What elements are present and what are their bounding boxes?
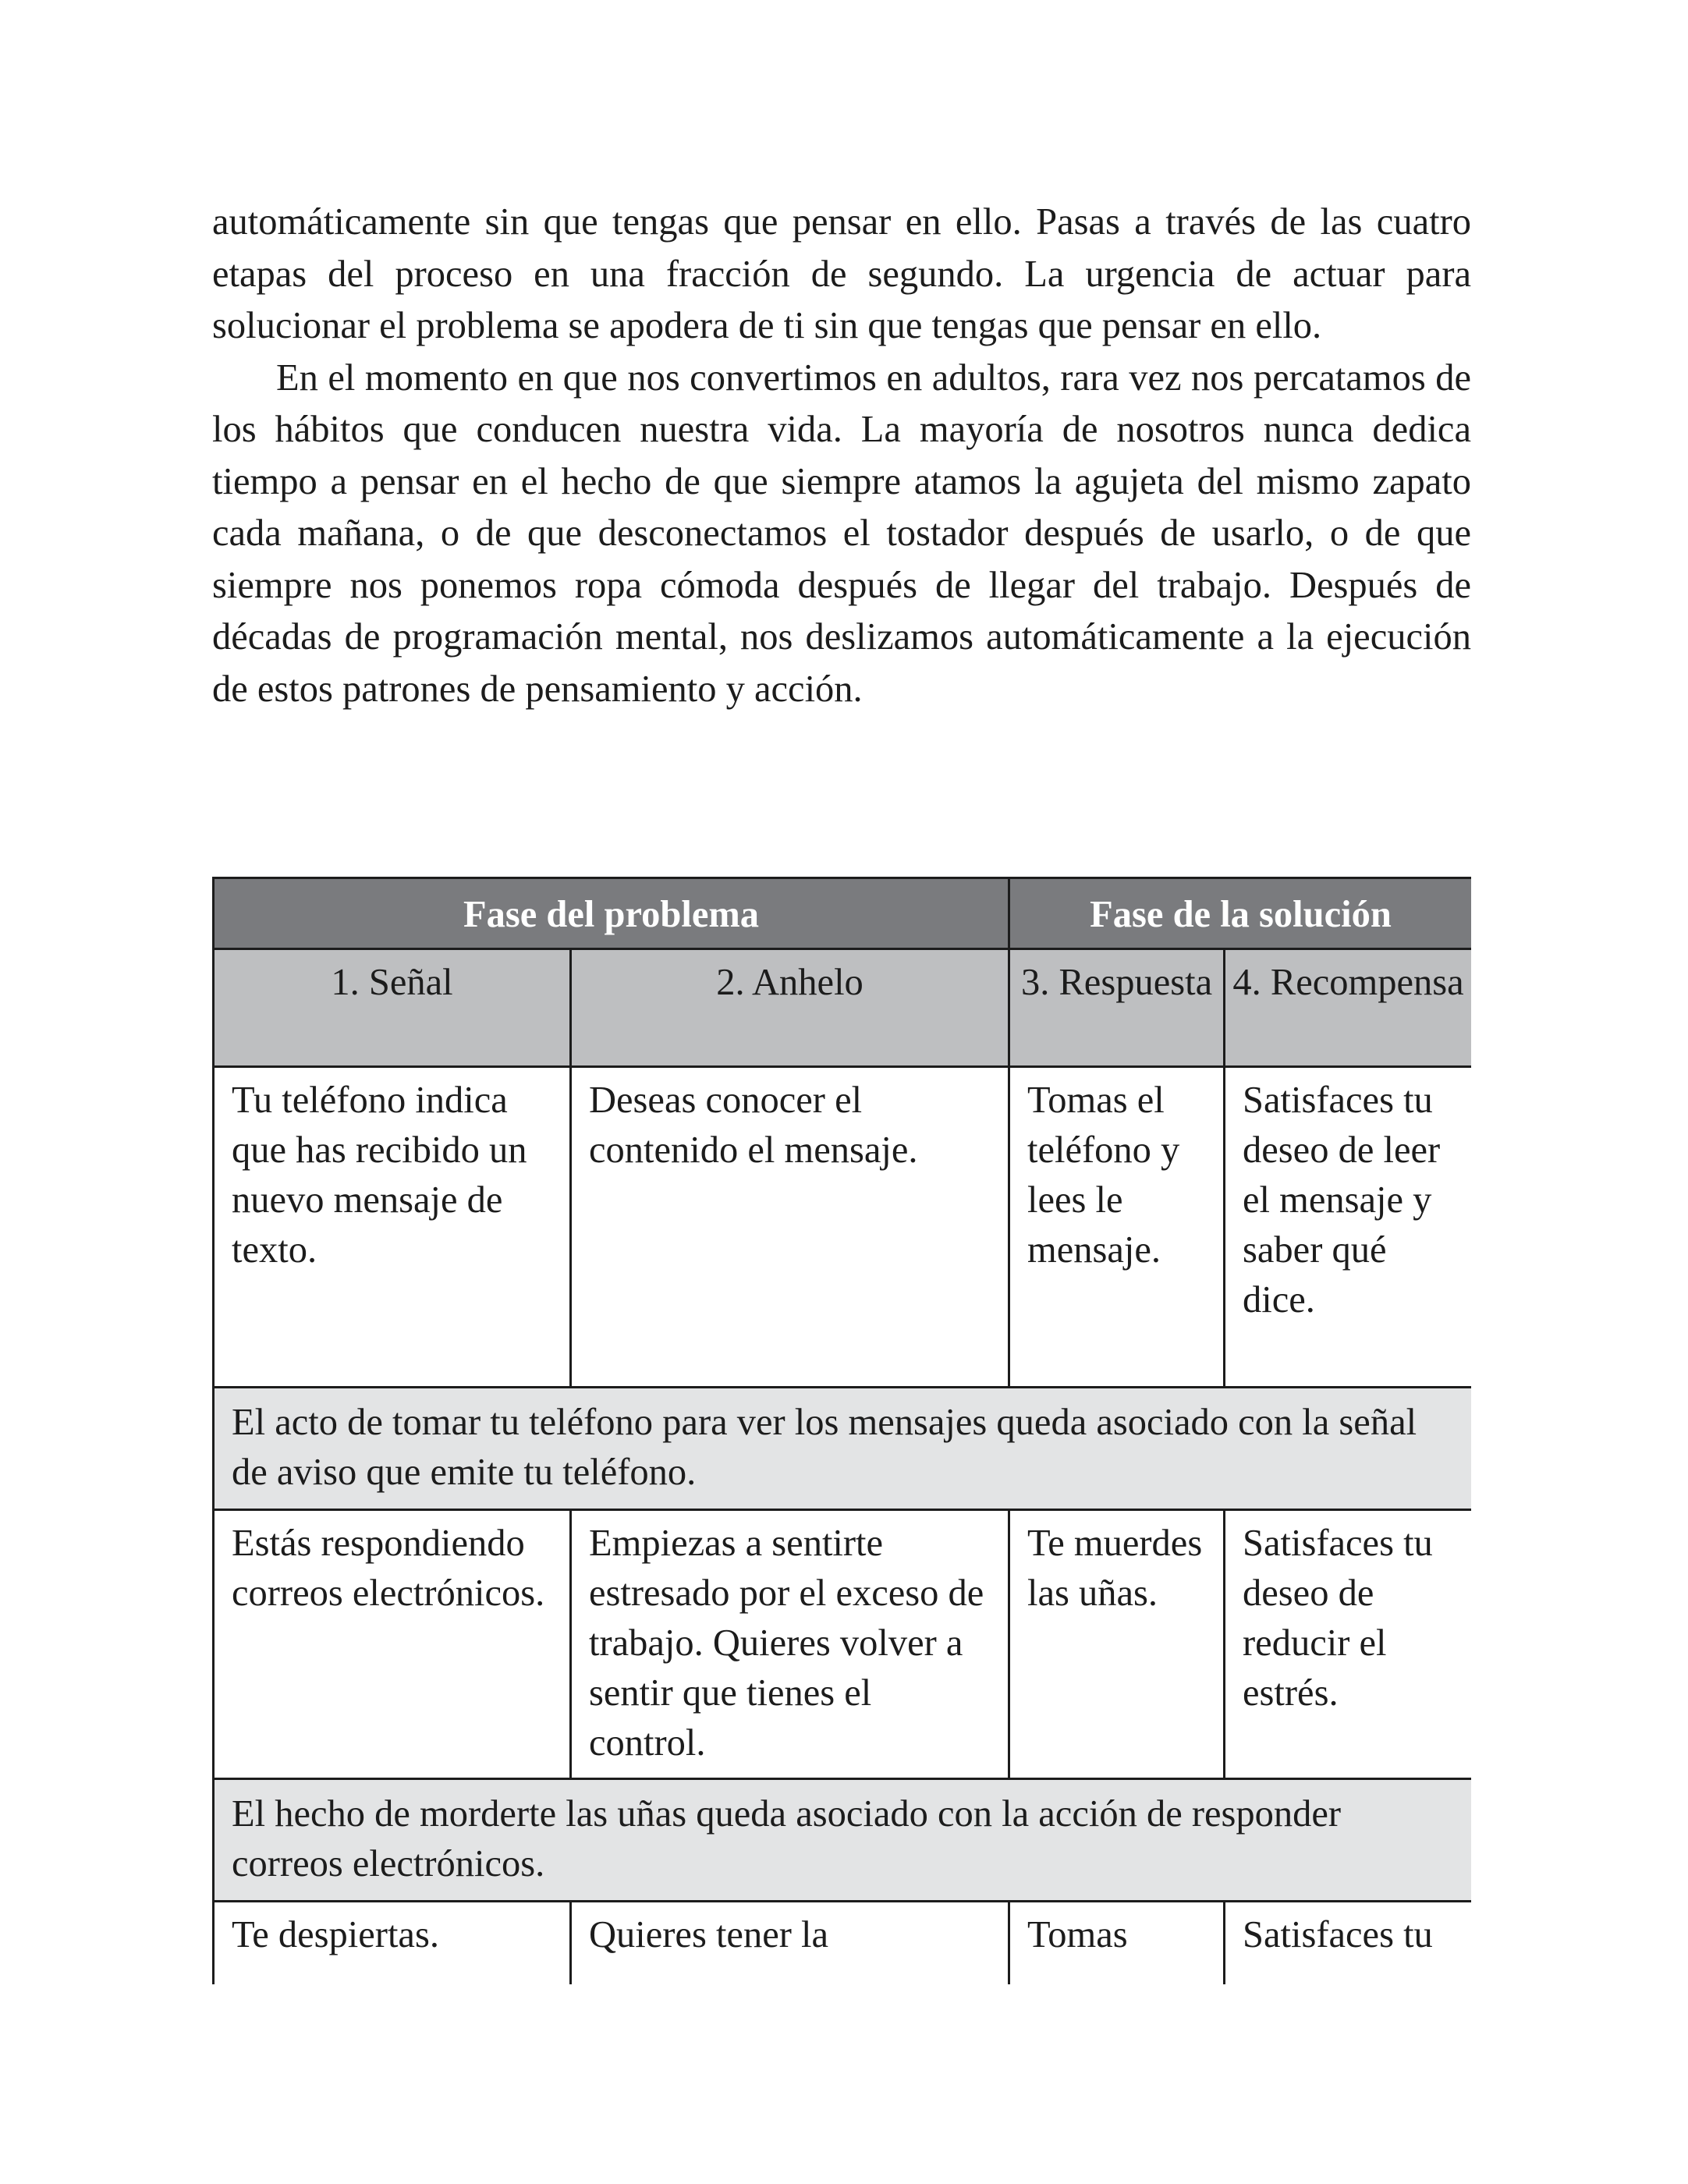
table-row (214, 1510, 1472, 1779)
step-header-craving: 2. Anhelo (571, 949, 1009, 1067)
table-cell: Satisfaces tu deseo de leer el mensaje y saber qué dice. (1225, 1067, 1471, 1388)
step-header-cue: 1. Señal (214, 949, 571, 1067)
table-cell: Tomas el teléfono y lees le mensaje. (1009, 1067, 1225, 1388)
table-cell: Satisfaces tu (1225, 1902, 1471, 1985)
habit-loop-table-wrapper (212, 877, 1471, 1984)
table-note-row (214, 1779, 1472, 1902)
step-header-response: 3. Respuesta (1009, 949, 1225, 1067)
habit-loop-table (212, 877, 1471, 1984)
table-row (214, 1902, 1472, 1985)
table-cell: Empiezas a sentirte estresado por el exceso de trabajo. Quieres volver a sentir que tienes el control. (571, 1510, 1009, 1779)
table-cell: Deseas conocer el contenido el mensaje. (571, 1067, 1009, 1388)
solution-phase-header: Fase de la solución (1009, 878, 1471, 949)
table-cell: Te despiertas. (214, 1902, 571, 1985)
body-text (212, 197, 1471, 715)
table-cell: Tomas (1009, 1902, 1225, 1985)
problem-phase-header: Fase del problema (214, 878, 1009, 949)
step-header-row (214, 949, 1472, 1067)
table-note: El acto de tomar tu teléfono para ver los mensajes queda asociado con la señal de aviso que emite tu teléfono. (214, 1388, 1472, 1510)
table-cell: Estás respondiendo correos electrónicos. (214, 1510, 571, 1779)
paragraph: automáticamente sin que tengas que pensar en ello. Pasas a través de las cuatro etapas del proceso en una fracción de segundo. La urgencia de actuar para solucionar el problema se apodera de ti sin que tengas que pensar en ello. (212, 201, 1471, 346)
step-header-reward: 4. Recompensa (1225, 949, 1471, 1067)
table-cell: Satisfaces tu deseo de reducir el estrés. (1225, 1510, 1471, 1779)
table-note: El hecho de morderte las uñas queda asociado con la acción de responder correos electrónicos. (214, 1779, 1472, 1902)
table-note-row (214, 1388, 1472, 1510)
table-cell: Te muerdes las uñas. (1009, 1510, 1225, 1779)
paragraph: En el momento en que nos convertimos en adultos, rara vez nos percatamos de los hábitos que conducen nuestra vida. La mayoría de nosotros nunca dedica tiempo a pensar en el hecho de que siempre atamos la agujeta del mismo zapato cada mañana, o de que desconectamos el tostador después de usarlo, o de que siempre nos ponemos ropa cómoda después de llegar del trabajo. Después de décadas de programación mental, nos deslizamos automáticamente a la ejecución de estos patrones de pensamiento y acción. (212, 356, 1471, 710)
table-cell: Tu teléfono indica que has recibido un nuevo mensaje de texto. (214, 1067, 571, 1388)
table-cell: Quieres tener la (571, 1902, 1009, 1985)
phase-header-row (214, 878, 1472, 949)
table-row (214, 1067, 1472, 1388)
